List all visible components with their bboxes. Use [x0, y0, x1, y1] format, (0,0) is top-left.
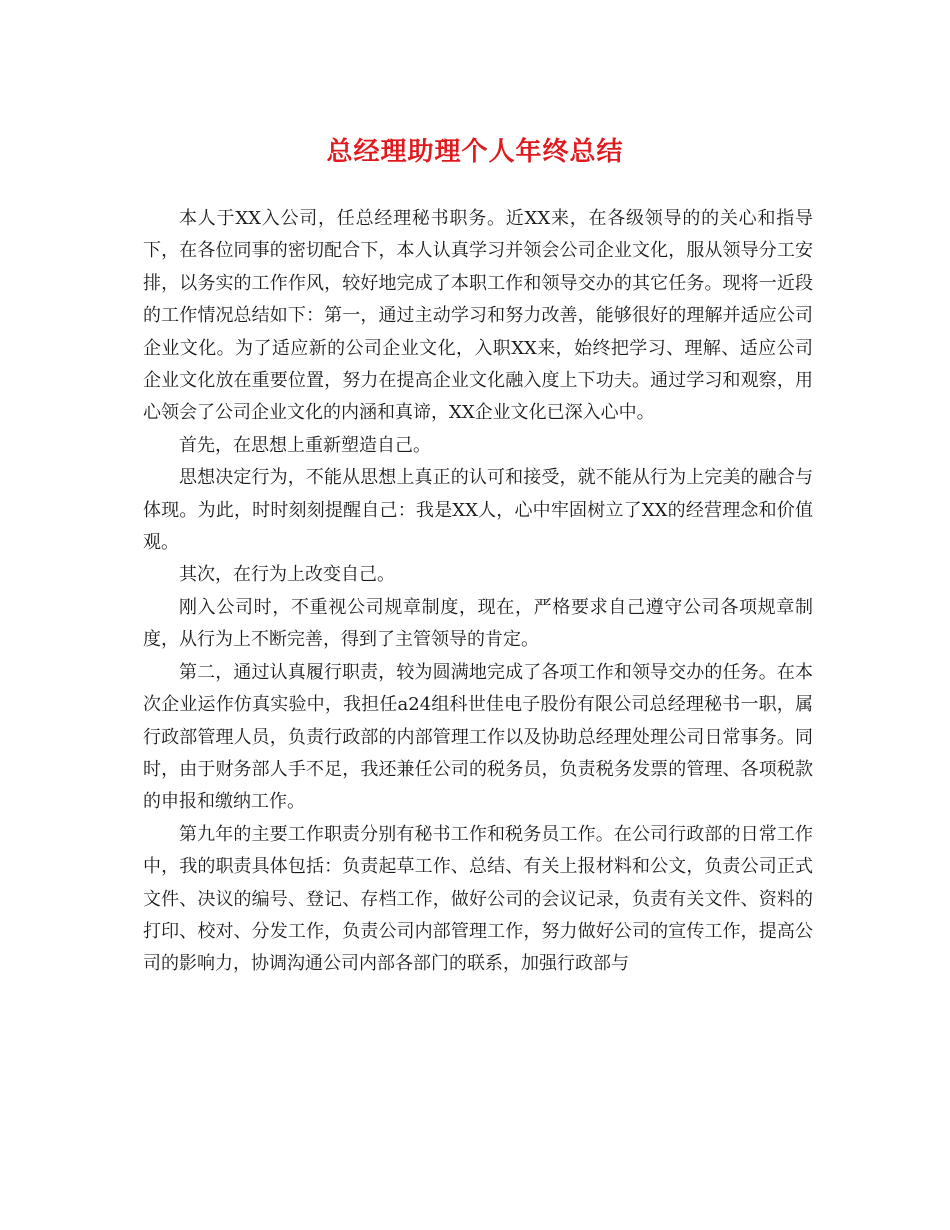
paragraph-first-point: 首先，在思想上重新塑造自己。	[179, 434, 431, 456]
paragraph-thought: 思想决定行为，不能从思想上真正的认可和接受，就不能从行为上完美的融合与体现。为此，时时刻刻提醒自己：我是XX人，心中牢固树立了XX的经营理念和价值观。	[143, 467, 813, 554]
paragraph-second-point: 其次，在行为上改变自己。	[179, 564, 395, 586]
paragraph-intro: 本人于XX入公司，任总经理秘书职务。近XX来，在各级领导的的关心和指导下，在各位同事的密切配合下，本人认真学习并领会公司企业文化，服从领导分工安排，以务实的工作作风，较好地完成了本职工作和领导交办的其它任务。现将一近段的工作情况总结如下：第一，通过主动学习和努力改善，能够很好的理解并适应公司企业文化。为了适应新的公司企业文化，入职XX来，始终把学习、理解、适应公司企业文化放在重要位置，努力在提高企业文化融入度上下功夫。通过学习和观察，用心领会了公司企业文化的内涵和真谛，XX企业文化已深入心中。	[143, 208, 813, 424]
paragraph-year-nine: 第九年的主要工作职责分别有秘书工作和税务员工作。在公司行政部的日常工作中，我的职责具体包括：负责起草工作、总结、有关上报材料和公文，负责公司正式文件、决议的编号、登记、存档工作，做好公司的会议记录，负责有关文件、资料的打印、校对、分发工作，负责公司内部管理工作，努力做好公司的宣传工作，提高公司的影响力，协调沟通公司内部各部门的联系，加强行政部与	[143, 823, 813, 975]
paragraph-duties: 第二，通过认真履行职责，较为圆满地完成了各项工作和领导交办的任务。在本次企业运作仿真实验中，我担任a24组科世佳电子股份有限公司总经理秘书一职，属行政部管理人员，负责行政部的内部管理工作以及协助总经理处理公司日常事务。同时，由于财务部人手不足，我还兼任公司的税务员，负责税务发票的管理、各项税款的申报和缴纳工作。	[143, 661, 813, 813]
document-body	[143, 203, 813, 981]
document-title: 总经理助理个人年终总结	[326, 137, 624, 167]
paragraph-behavior: 刚入公司时，不重视公司规章制度，现在，严格要求自己遵守公司各项规章制度，从行为上不断完善，得到了主管领导的肯定。	[143, 596, 813, 651]
